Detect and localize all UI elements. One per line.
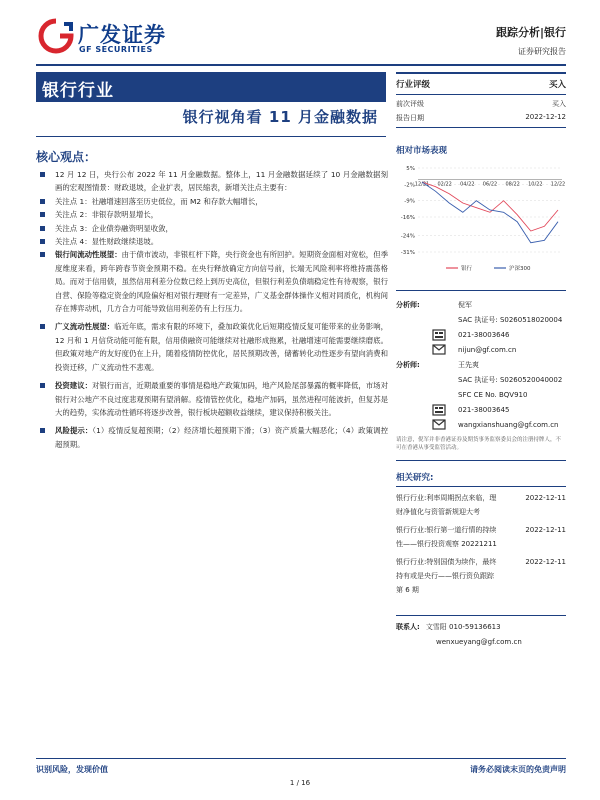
related-item[interactable] — [396, 491, 566, 519]
chart-series-line — [422, 182, 558, 231]
rating-title: 行业评级 — [396, 80, 431, 90]
market-performance-title: 相对市场表现 — [396, 146, 448, 156]
bullet-item — [36, 320, 388, 374]
report-date-row — [396, 109, 566, 128]
bullet-item — [36, 195, 388, 208]
report-type: 跟踪分析|银行 — [495, 26, 566, 39]
bullet-lead: 广义流动性展望： — [55, 322, 115, 332]
related-item[interactable] — [396, 555, 566, 597]
gf-logo-icon — [38, 18, 74, 54]
chart-x-tick-label: 10/22 — [528, 181, 543, 188]
page-number: 1 / 16 — [289, 779, 311, 787]
bullet-item — [36, 208, 388, 221]
bullet-text: 关注点 4：显性财政继续退坡。 — [55, 237, 159, 247]
bullet-text: 关注点 1：社融增速回落至历史低位，而 M2 和存款大幅增长， — [55, 196, 263, 206]
bullet-item — [36, 379, 388, 419]
phone-icon — [430, 403, 448, 416]
related-item-title[interactable]: 银行行业:特别国债为续作，最终持有或是央行——银行资负跟踪第 6 期 — [396, 558, 497, 594]
report-date-value: 2022-12-12 — [525, 113, 566, 121]
bullet-icon — [40, 324, 45, 329]
core-views-heading: 核心观点： — [36, 150, 97, 164]
analyst-name-row — [396, 297, 566, 312]
cert-label: SAC 执证号: — [458, 315, 498, 324]
relative-performance-chart — [396, 160, 566, 280]
report-date-label: 报告日期 — [396, 114, 424, 122]
chart-x-tick-label: 06/22 — [482, 181, 498, 188]
related-research-title: 相关研究: — [396, 471, 566, 487]
chart-y-tick-label: -31% — [400, 250, 415, 256]
mail-icon — [430, 343, 448, 356]
bullet-text: 12 月 12 日，央行公布 2022 年 11 月金融数据。整体上，11 月金融数据延续了 10 月金融数据刻画的宏观图情景：财政退坡，企业扩表，居民缩表，新增关注点主要有： — [55, 170, 388, 193]
previous-rating-label: 前次评级 — [396, 100, 424, 108]
chart-y-tick-label: 5% — [406, 166, 415, 172]
contact-label: 联系人: — [396, 623, 420, 631]
analyst-name-row — [396, 357, 566, 372]
report-subtype: 证券研究报告 — [518, 47, 566, 56]
bullet-item — [36, 222, 388, 235]
bullet-icon — [40, 383, 45, 388]
report-title: 银行视角看 11 月金融数据 — [182, 108, 378, 126]
report-type-block — [496, 24, 566, 57]
chart-x-tick-label: 12/22 — [550, 181, 566, 188]
analyst-phone-row — [396, 402, 566, 417]
company-logo — [38, 18, 173, 56]
industry-banner: 银行行业 — [36, 72, 386, 102]
bullet-icon — [40, 428, 45, 433]
bullet-text: （1）疫情反复超预期；（2）经济增长超预期下滑；（3）资产质量大幅恶化；（4）政策调控超预期。 — [55, 426, 388, 449]
chart-legend-label: 沪深300 — [509, 266, 531, 272]
sfc-number: SFC CE No. BQV910 — [458, 390, 528, 399]
analyst-label: 分析师: — [396, 360, 420, 369]
related-item-date: 2022-12-11 — [525, 494, 566, 502]
core-views-list — [36, 168, 388, 451]
logo-text-en: GF SECURITIES — [79, 45, 153, 54]
chart-y-tick-label: -2% — [404, 182, 415, 189]
chart-y-tick-label: -9% — [404, 198, 415, 205]
related-item-date: 2022-12-11 — [525, 558, 566, 566]
analyst-cert-row — [396, 372, 566, 387]
rating-value: 买入 — [548, 80, 566, 90]
analyst-cert2-row — [396, 387, 566, 402]
related-item-title[interactable]: 银行行业:利率周期拐点来临，理财净值化与资管新规迎大考 — [396, 494, 497, 516]
bullet-lead: 投资建议： — [55, 381, 92, 391]
footer-disclaimer[interactable]: 请务必阅读末页的免责声明 — [470, 765, 566, 774]
bullet-item — [36, 424, 388, 451]
bullet-item — [36, 248, 388, 315]
related-item[interactable] — [396, 523, 566, 551]
phone-icon — [430, 328, 448, 341]
header-divider — [36, 64, 566, 66]
bullet-item — [36, 168, 388, 195]
contact-block — [396, 615, 566, 650]
chart-y-tick-label: -16% — [400, 215, 415, 221]
rating-header — [396, 72, 566, 95]
bullet-icon — [40, 252, 45, 257]
title-divider — [36, 136, 386, 137]
chart-x-tick-label: 02/22 — [437, 181, 452, 188]
bullet-icon — [40, 239, 45, 244]
analyst-name: 倪军 — [458, 300, 472, 309]
analyst-email[interactable]: wangxianshuang@gf.com.cn — [458, 420, 559, 429]
bullet-text: 由于债市波动，非银杠杆下降，央行资金也有所回护。短期资金面相对宽松，但季度维度来看，跨年跨春节资金预期不稳。在央行释放确定方向信号前，长端无风险利率将维持震荡格局。而对于信用债，虽然信用利差分位数已经上到历史高位，但银行利差负债端稳定性有待观察，银行自营、保险等稳定资金的风险偏好相对银行理财有一定差异，广义基金群体操作义相对同质化，机构间存在博弈动机，几方合力可能导致信用利差仍有上行压力。 — [55, 250, 388, 314]
chart-y-tick-label: -24% — [400, 233, 415, 240]
mail-icon — [430, 418, 448, 431]
bullet-item — [36, 235, 388, 248]
related-item-title[interactable]: 银行行业:银行第一道行情的持续性——银行投资观察 20221211 — [396, 526, 497, 548]
bullet-icon — [40, 226, 45, 231]
bullet-icon — [40, 199, 45, 204]
previous-rating-row — [396, 95, 566, 109]
contact-email[interactable]: wenxueyang@gf.com.cn — [436, 638, 522, 646]
footer-slogan: 识别风险，发现价值 — [36, 765, 108, 774]
analyst-cert-row — [396, 312, 566, 327]
bullet-text: 关注点 3：企业债券融资明显收敛， — [55, 223, 173, 233]
cert-number: S0260520040002 — [499, 375, 563, 384]
footer-divider — [36, 758, 566, 759]
analyst-email[interactable]: nijun@gf.com.cn — [458, 345, 517, 354]
analyst-phone-row — [396, 327, 566, 342]
chart-x-tick-label: 04/22 — [460, 181, 475, 188]
chart-legend-label: 银行 — [461, 266, 473, 272]
cert-number: S0260518020004 — [499, 315, 563, 324]
sidebar — [396, 72, 566, 650]
logo-text-cn: 广发证券 — [78, 23, 166, 47]
analyst-block — [396, 290, 566, 461]
bullet-icon — [40, 172, 45, 177]
bullet-text: 对银行而言，近期最重要的事情是稳地产政策加码，地产风险尾部暴露的概率降低，市场对银行对公地产不良过度悲观预期有望消解。疫情管控优化，稳地产加码，虽然进程可能波折，但复苏是大的趋势，实体流动性循环将逐步改善，银行板块超额收益继续，建议保持积极关注。 — [55, 381, 388, 417]
chart-x-tick-label: 08/22 — [505, 181, 520, 188]
license-note: 请注意，倪军并非香港证券及期货事务监察委员会的注册持牌人，不可在香港从事受监管活动。 — [396, 436, 566, 461]
analyst-label: 分析师: — [396, 300, 420, 309]
bullet-text: 关注点 2：非银存款明显增长， — [55, 210, 159, 220]
chart-x-tick-label: 12/21 — [414, 181, 430, 188]
analyst-email-row — [396, 342, 566, 357]
related-item-date: 2022-12-11 — [525, 526, 566, 534]
contact-name: 文雪阳 010-59136613 — [425, 623, 501, 631]
performance-chart-svg — [396, 160, 566, 280]
analyst-name: 王先爽 — [458, 360, 479, 369]
cert-label: SAC 执证号: — [458, 375, 498, 384]
bullet-text: 临近年底，需求有限的环境下，叠加政策优化后短期疫情反复可能带来的业务影响，12 月和 1 月信贷动能可能有限，信用债融资可能继续对社融形成拖累，社融增速可能需要继续磨底。但政策对地产的友好度仍在上升，随着疫情防控优化，居民预期改善，储蓄转化动性逐步有望向消费和投资迁移，广义流动性不悲观。 — [55, 322, 388, 372]
bullet-lead: 银行间流动性展望： — [55, 250, 122, 260]
analyst-phone: 021-38003646 — [458, 330, 510, 339]
previous-rating-value: 买入 — [552, 100, 566, 108]
analyst-email-row — [396, 417, 566, 432]
bullet-icon — [40, 212, 45, 217]
analyst-phone: 021-38003645 — [458, 405, 510, 414]
bullet-lead: 风险提示： — [55, 426, 93, 436]
